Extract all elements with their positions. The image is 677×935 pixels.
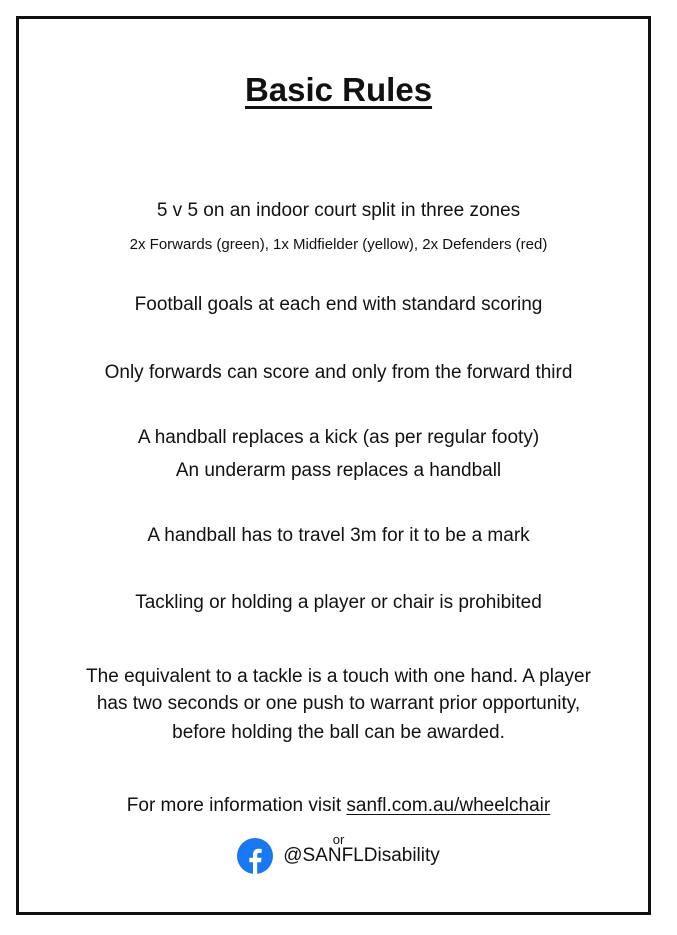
rule-touch-line1: The equivalent to a tackle is a touch with one hand. A player xyxy=(86,666,591,687)
page-title: Basic Rules xyxy=(244,71,433,108)
rule-handball-line2: An underarm pass replaces a handball xyxy=(175,460,502,481)
rule-zones-line2: 2x Forwards (green), 1x Midfielder (yellow), 2x Defenders (red) xyxy=(129,236,548,253)
rule-goals: Football goals at each end with standard scoring xyxy=(134,294,543,315)
more-info xyxy=(0,795,677,817)
social-handle[interactable]: @SANFLDisability xyxy=(283,845,440,866)
rule-touch-line2: has two seconds or one push to warrant prior opportunity, xyxy=(96,693,581,714)
rule-mark: A handball has to travel 3m for it to be a mark xyxy=(147,525,530,546)
rule-touch-line3: before holding the ball can be awarded. xyxy=(172,722,505,743)
rule-zones-line1: 5 v 5 on an indoor court split in three zones xyxy=(156,200,521,221)
rule-handball-line1: A handball replaces a kick (as per regular footy) xyxy=(137,427,540,448)
social-row xyxy=(0,838,677,874)
facebook-icon[interactable] xyxy=(237,838,273,874)
website-link[interactable]: sanfl.com.au/wheelchair xyxy=(346,795,551,816)
rule-scoring: Only forwards can score and only from the forward third xyxy=(104,362,573,383)
rule-tackling: Tackling or holding a player or chair is prohibited xyxy=(135,592,542,613)
or-text: or xyxy=(332,832,345,847)
more-info-text: For more information visit xyxy=(126,795,347,816)
